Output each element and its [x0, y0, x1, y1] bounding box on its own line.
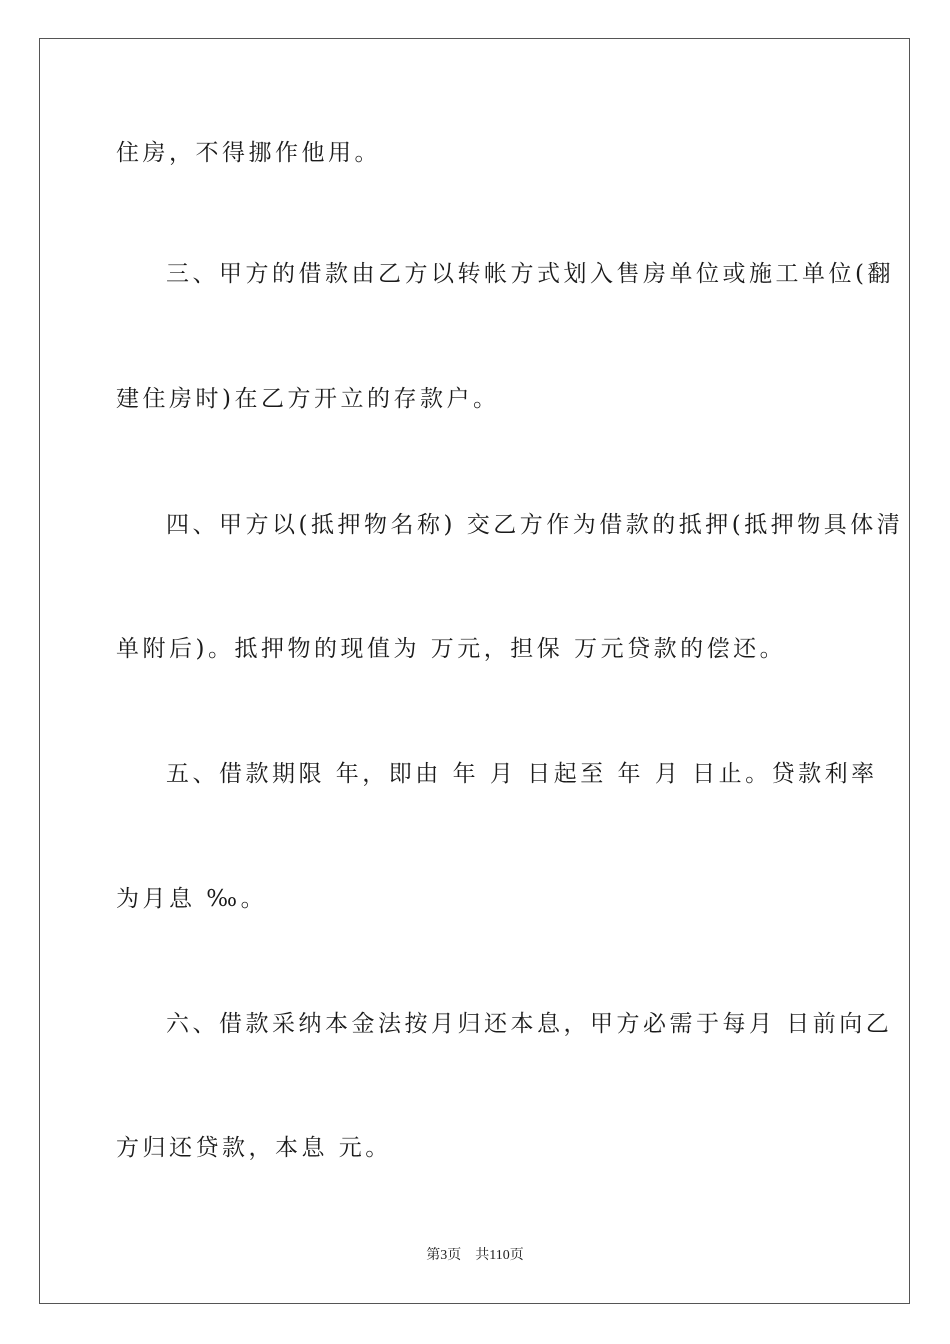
text-line-3: 建住房时)在乙方开立的存款户。 — [116, 386, 500, 412]
page-footer — [0, 1246, 950, 1266]
text-line-1: 住房，不得挪作他用。 — [116, 140, 381, 166]
page-border — [39, 38, 910, 1304]
text-line-9: 方归还贷款，本息 元。 — [116, 1135, 392, 1161]
text-line-5: 单附后)。抵押物的现值为 万元，担保 万元贷款的偿还。 — [116, 636, 787, 662]
text-line-8: 六、借款采纳本金法按月归还本息，甲方必需于每月 日前向乙 — [166, 1011, 893, 1037]
text-line-4: 四、甲方以(抵押物名称) 交乙方作为借款的抵押(抵押物具体清 — [166, 512, 904, 538]
text-line-6: 五、借款期限 年，即由 年 月 日起至 年 月 日止。贷款利率 — [166, 761, 878, 787]
page-total: 共110页 — [475, 1248, 524, 1263]
text-line-2: 三、甲方的借款由乙方以转帐方式划入售房单位或施工单位(翻 — [166, 261, 894, 287]
text-line-7: 为月息 ‰。 — [116, 886, 268, 912]
page-number: 第3页 — [426, 1248, 462, 1263]
